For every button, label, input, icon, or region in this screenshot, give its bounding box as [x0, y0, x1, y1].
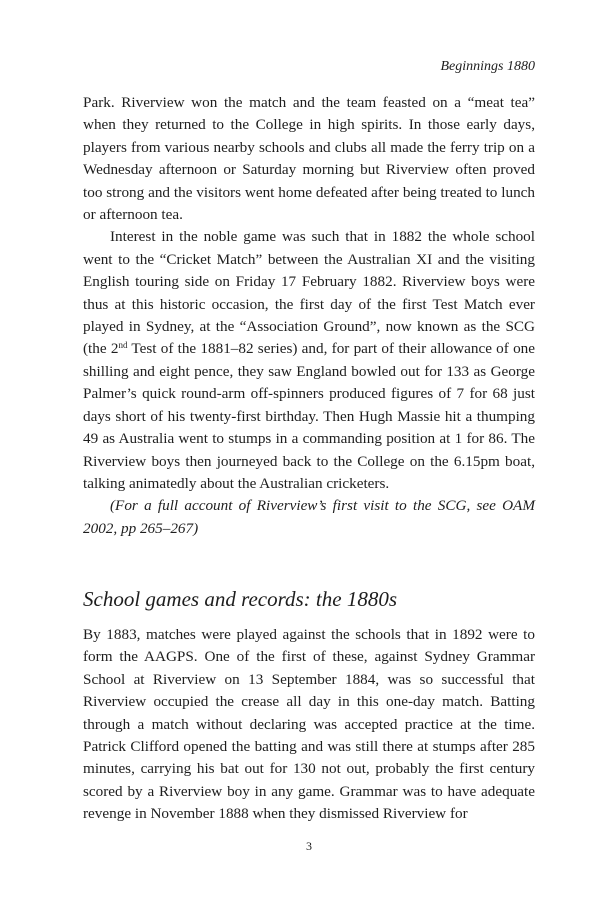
- section-heading: School games and records: the 1880s: [83, 587, 397, 611]
- ordinal-superscript: nd: [118, 340, 128, 351]
- book-page: [83, 0, 535, 921]
- page-number: 3: [306, 839, 312, 853]
- section-text-1: [83, 92, 535, 540]
- running-head: Beginnings 1880: [440, 59, 535, 74]
- section-text-2: [83, 624, 535, 826]
- paragraph-text: Test of the 1881–82 series) and, for part of their allowance of one shilling and eight pence, they saw England bowled out for 133 as George Palmer’s quick round-arm off-spinners produced figures of 7 for 68 just days short of his twenty-first birthday. Then Hugh Massie hit a thumping 49 as Australia went to stumps in a commanding position at 1 for 86. The Riverview boys then journeyed back to the College on the 6.15pm boat, talking animatedly about the Australian cricketers.: [83, 340, 535, 492]
- paragraph: By 1883, matches were played against the schools that in 1892 were to form the AAGPS. One of the first of these, against Sydney Grammar School at Riverview on 13 September 1884, was so successful that Riverview occupied the crease all day in this one-day match. Batting through a match without declaring was accepted practice at the time. Patrick Clifford opened the batting and was still there at stumps after 285 minutes, carrying his bat out for 130 not out, probably the first century scored by a Riverview boy in any game. Grammar was to have adequate revenge in November 1888 when they dismissed Riverview for: [83, 626, 535, 823]
- citation-note: (For a full account of Riverview’s first visit to the SCG, see OAM 2002, pp 265–267): [83, 497, 535, 537]
- paragraph-text: Interest in the noble game was such that in 1882 the whole school went to the “Cricket Match” between the Australian XI and the visiting English touring side on Friday 17 February 1882. Riverview boys were thus at this historic occasion, the first day of the first Test Match ever played in Sydney, at the “Association Ground”, now known as the SCG (the 2: [83, 228, 535, 358]
- paragraph: [83, 226, 535, 495]
- paragraph: Park. Riverview won the match and the team feasted on a “meat tea” when they returned to the College in high spirits. In those early days, players from various nearby schools and clubs all made the ferry trip on a Wednesday afternoon or Saturday morning but Riverview often proved too strong and the visitors went home defeated after being treated to lunch or afternoon tea.: [83, 94, 535, 224]
